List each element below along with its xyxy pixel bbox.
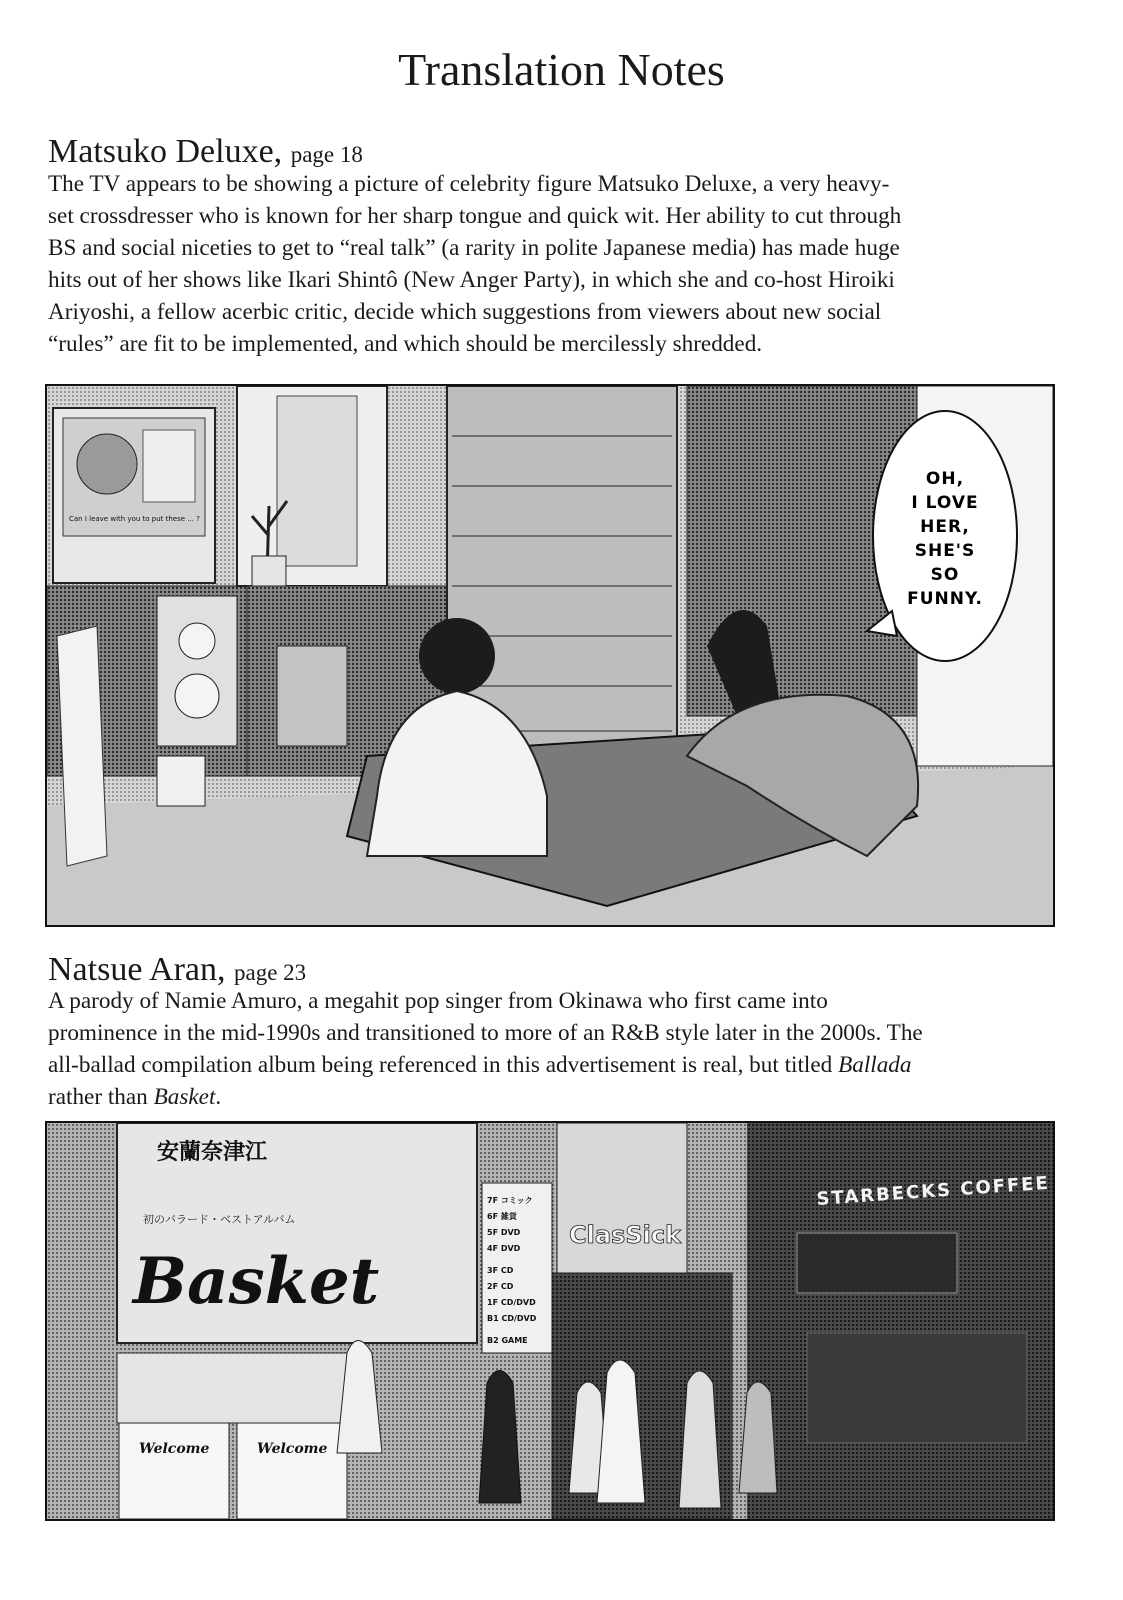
- store-sign: ClasSick: [569, 1221, 682, 1249]
- directory-item: 5F DVD: [487, 1228, 521, 1237]
- note-body-matsuko: [48, 168, 1078, 360]
- classick-poster: [557, 1123, 687, 1273]
- billboard-kanji: 安蘭奈津江: [157, 1140, 268, 1165]
- directory-item: 1F CD/DVD: [487, 1298, 536, 1307]
- page-title: Translation Notes: [398, 44, 725, 95]
- note-line: A parody of Namie Amuro, a megahit pop singer from Okinawa who first came into: [48, 988, 828, 1014]
- note-line: [48, 1081, 1078, 1113]
- note-line: BS and social niceties to get to “real talk” (a rarity in polite Japanese media) has made huge: [48, 235, 900, 261]
- directory-item: B1 CD/DVD: [487, 1314, 537, 1323]
- note-line: hits out of her shows like Ikari Shintô (New Anger Party), in which she and co-host Hiroiki: [48, 267, 895, 293]
- directory-item: 6F 雑貨: [487, 1212, 517, 1221]
- directory-item: 7F コミック: [487, 1196, 533, 1205]
- note-page-ref: page 23: [234, 960, 307, 985]
- note-line: set crossdresser who is known for her sharp tongue and quick wit. Her ability to cut through: [48, 203, 902, 229]
- basket-billboard: [117, 1123, 477, 1343]
- room-illustration: [47, 386, 1053, 925]
- directory-item: 2F CD: [487, 1282, 514, 1291]
- album-title-parody: Basket: [153, 1084, 216, 1110]
- album-title-real: Ballada: [838, 1052, 912, 1078]
- note-page-ref: page 18: [290, 142, 363, 167]
- bubble-line: SHE'S: [914, 541, 976, 561]
- stand-text: Welcome: [139, 1441, 210, 1457]
- tv-set: [53, 408, 215, 583]
- note-term: Matsuko Deluxe,: [48, 133, 283, 170]
- bubble-line: OH,: [925, 469, 965, 489]
- billboard-subtitle: 初のバラード・ベストアルバム: [143, 1213, 296, 1226]
- note-text: .: [215, 1084, 222, 1110]
- manga-panel-street: [45, 1121, 1055, 1521]
- directory-item: 4F DVD: [487, 1244, 521, 1253]
- directory-item: B2 GAME: [487, 1336, 528, 1345]
- coffee-sign: STARBECKS COFFEE: [815, 1172, 1051, 1210]
- note-text: rather than: [48, 1084, 154, 1110]
- note-line: Ariyoshi, a fellow acerbic critic, decide which suggestions from viewers about new social: [48, 299, 882, 325]
- manga-panel-room: [45, 384, 1055, 927]
- note-text: all-ballad compilation album being referenced in this advertisement is real, but titled: [48, 1052, 839, 1078]
- directory-item: 3F CD: [487, 1266, 514, 1275]
- billboard-title: Basket: [133, 1244, 380, 1319]
- floor-directory: [482, 1183, 552, 1353]
- note-line: The TV appears to be showing a picture of celebrity figure Matsuko Deluxe, a very heavy-: [48, 171, 890, 197]
- note-body-natsue: [48, 985, 1078, 1113]
- note-line: “rules” are fit to be implemented, and which should be mercilessly shredded.: [48, 331, 763, 357]
- stand-text: Welcome: [257, 1441, 328, 1457]
- note-line: [48, 1049, 1078, 1081]
- starbecks-cafe: [747, 1123, 1053, 1519]
- bubble-line: I LOVE: [911, 493, 979, 513]
- tv-caption: Can I leave with you to put these ... ?: [69, 515, 200, 523]
- street-illustration: [47, 1123, 1053, 1519]
- bubble-line: SO: [930, 565, 960, 585]
- note-term: Natsue Aran,: [48, 951, 226, 988]
- bubble-line: FUNNY.: [907, 589, 983, 609]
- note-line: prominence in the mid-1990s and transitioned to more of an R&B style later in the 2000s. The: [48, 1020, 923, 1046]
- bubble-line: HER,: [920, 517, 970, 537]
